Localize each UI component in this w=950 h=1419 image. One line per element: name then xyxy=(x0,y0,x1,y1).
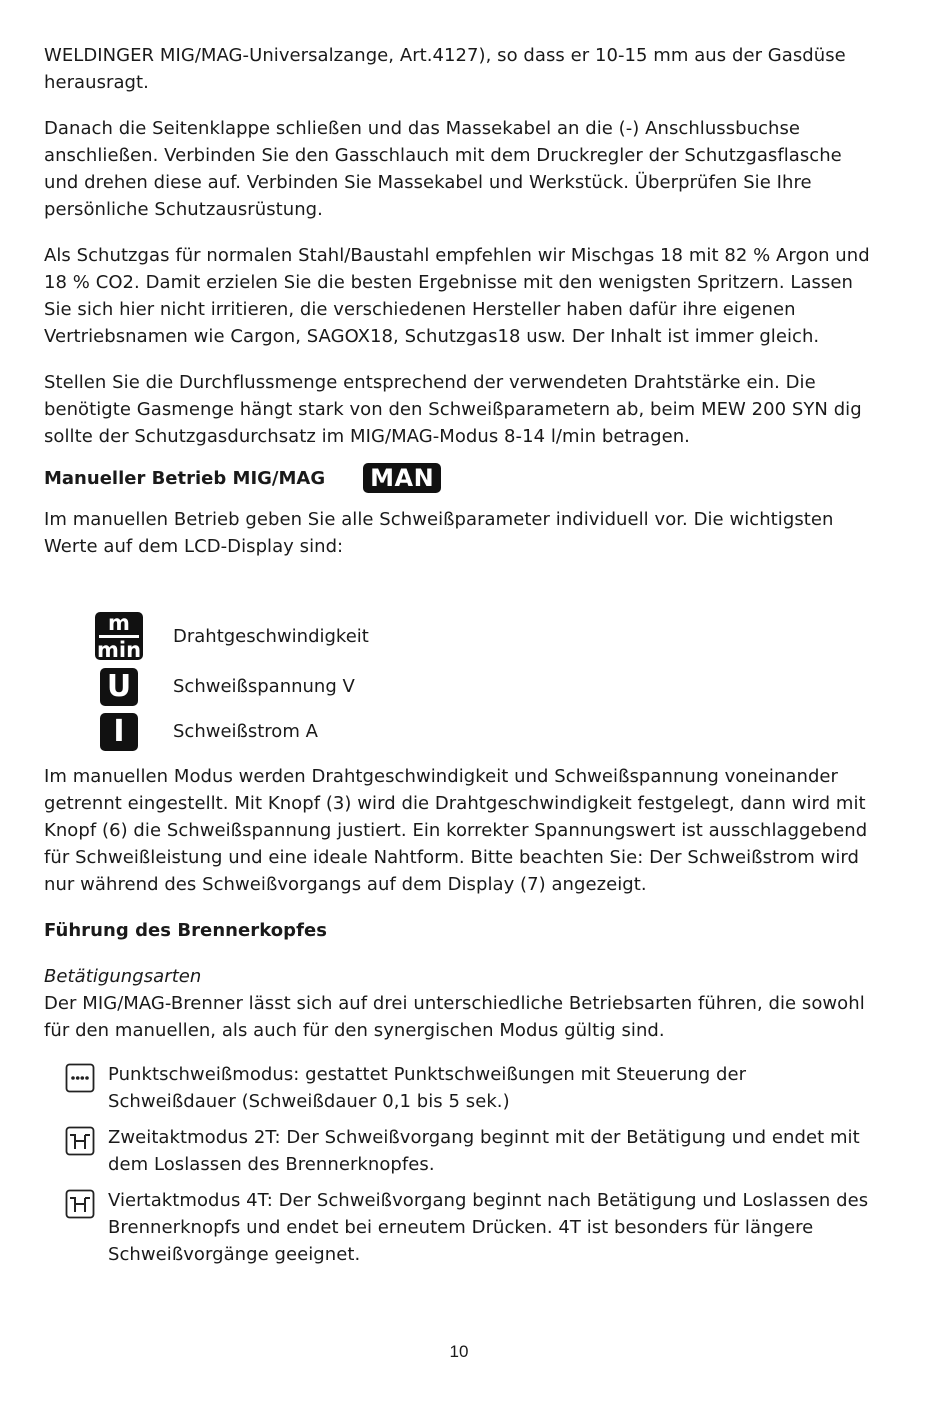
display-values-list xyxy=(92,608,879,754)
mode-text-4t: Viertaktmodus 4T: Der Schweißvorgang beginnt nach Betätigung und Loslassen des Brennerknopfs und endet bei erneutem Drücken. 4T ist besonders für längere Schweißvorgänge geeignet. xyxy=(108,1190,869,1265)
paragraph-shielding-gas: Als Schutzgas für normalen Stahl/Baustahl empfehlen wir Mischgas 18 mit 82 % Argon und 18 % CO2. Damit erzielen Sie die besten Ergebnisse mit den wenigsten Spritzern. Lassen Sie sich hier nicht irritieren, die verschiedenen Hersteller haben dafür ihre eigenen Vertriebsnamen wie Cargon, SAGOX18, Schutzgas18 usw. Der Inhalt ist immer gleich. xyxy=(44,245,870,347)
manual-mode-heading: Manueller Betrieb MIG/MAG xyxy=(44,467,326,489)
display-value-current xyxy=(92,709,879,754)
current-label: Schweißstrom A xyxy=(173,721,318,742)
current-i-icon: I xyxy=(100,713,138,751)
m-min-icon: m min xyxy=(96,610,142,662)
paragraph-connection: Danach die Seitenklappe schließen und das Massekabel an die (-) Anschlussbuchse anschließen. Verbinden Sie den Gasschlauch mit dem Druckregler der Schutzgasflasche und drehen diese auf. Verbinden Sie Massekabel und Werkstück. Überprüfen Sie Ihre persönliche Schutzausrüstung. xyxy=(44,118,842,220)
two-stroke-mode-icon xyxy=(65,1126,95,1156)
display-value-wire-speed xyxy=(92,608,879,664)
spot-weld-mode-icon xyxy=(65,1063,95,1093)
paragraph-manual-intro: Im manuellen Betrieb geben Sie alle Schweißparameter individuell vor. Die wichtigsten Werte auf dem LCD-Display sind: xyxy=(44,509,834,557)
mode-item-2t xyxy=(44,1124,879,1178)
manual-mode-heading-row xyxy=(44,460,879,496)
four-stroke-mode-icon xyxy=(65,1189,95,1219)
paragraph-manual-mode: Im manuellen Modus werden Drahtgeschwindigkeit und Schweißspannung voneinander getrennt eingestellt. Mit Knopf (3) wird die Drahtgeschwindigkeit festgelegt, dann wird mit Knopf (6) die Schweißspannung justiert. Ein korrekter Spannungswert ist ausschlaggebend für Schweißleistung und eine ideale Nahtform. Bitte beachten Sie: Der Schweißstrom wird nur während des Schweißvorgangs auf dem Display (7) angezeigt. xyxy=(44,766,868,895)
voltage-u-icon: U xyxy=(100,668,138,706)
page-number: 10 xyxy=(449,1342,469,1361)
display-value-voltage xyxy=(92,664,879,709)
paragraph-operating-modes: Der MIG/MAG-Brenner lässt sich auf drei unterschiedliche Betriebsarten führen, die sowohl für den manuellen, als auch für den synergischen Modus gültig sind. xyxy=(44,993,865,1041)
paragraph-insertion: WELDINGER MIG/MAG-Universalzange, Art.4127), so dass er 10-15 mm aus der Gasdüse herausragt. xyxy=(44,45,846,93)
paragraph-flow-rate: Stellen Sie die Durchflussmenge entsprechend der verwendeten Drahtstärke ein. Die benötigte Gasmenge hängt stark von den Schweißparametern ab, beim MEW 200 SYN dig sollte der Schutzgasdurchsatz im MIG/MAG-Modus 8-14 l/min betragen. xyxy=(44,372,862,447)
torch-section-heading: Führung des Brennerkopfes xyxy=(44,920,328,941)
man-badge-icon: MAN xyxy=(363,463,441,493)
mode-item-spot xyxy=(44,1061,879,1115)
mode-text-2t: Zweitaktmodus 2T: Der Schweißvorgang beginnt mit der Betätigung und endet mit dem Loslassen des Brennerknopfes. xyxy=(108,1127,860,1175)
mode-text-spot: Punktschweißmodus: gestattet Punktschweißungen mit Steuerung der Schweißdauer (Schweißdauer 0,1 bis 5 sek.) xyxy=(108,1064,747,1112)
torch-section-subheading: Betätigungsarten xyxy=(44,966,202,987)
document-page xyxy=(44,42,879,1268)
wire-speed-label: Drahtgeschwindigkeit xyxy=(173,625,369,647)
mode-item-4t xyxy=(44,1187,879,1268)
voltage-label: Schweißspannung V xyxy=(173,676,355,697)
